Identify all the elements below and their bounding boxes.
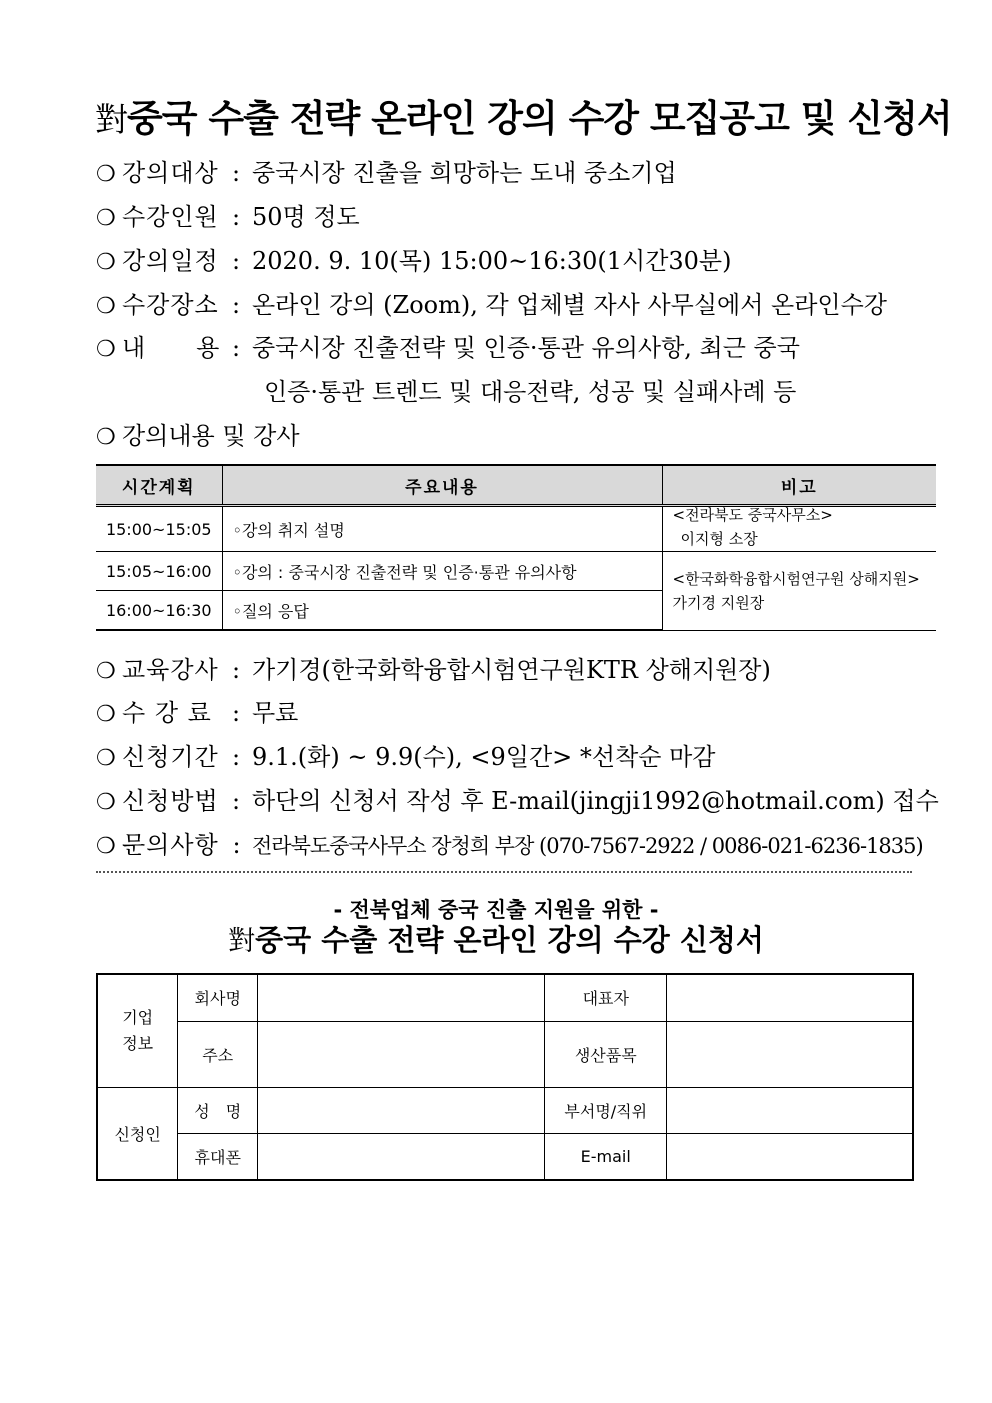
bullet-icon: ❍ <box>96 746 116 771</box>
header-content: 주요내용 <box>222 465 662 506</box>
info-location: ❍ 수강장소 : 온라인 강의 (Zoom), 각 업체별 자사 사무실에서 온라인수강 <box>96 291 887 319</box>
info-content: ❍ 내 용 : 중국시장 진출전략 및 인증·통관 유의사항, 최근 중국 <box>96 334 800 362</box>
bullet-icon: ❍ <box>96 425 116 450</box>
bullet-icon: ❍ <box>96 250 116 275</box>
mobile-field[interactable] <box>258 1133 545 1180</box>
application-form <box>96 973 914 1181</box>
dept-field[interactable] <box>667 1087 913 1133</box>
name-label: 성 명 <box>178 1087 258 1133</box>
bullet-icon: ❍ <box>96 702 116 727</box>
table-row: 16:00~16:30 ◦질의 응답 <box>96 591 936 631</box>
products-label: 생산품목 <box>545 1021 667 1087</box>
info-capacity: ❍ 수강인원 : 50명 정도 <box>96 203 360 231</box>
company-name-label: 회사명 <box>178 974 258 1021</box>
bullet-icon: ❍ <box>96 337 116 362</box>
info-instructor: ❍ 교육강사 : 가기경(한국화학융합시험연구원KTR 상해지원장) <box>96 656 771 684</box>
info-target: ❍ 강의대상 : 중국시장 진출을 희망하는 도내 중소기업 <box>96 159 677 187</box>
form-subtitle: - 전북업체 중국 진출 지원을 위한 - <box>333 898 659 922</box>
note-cell: <한국화학융합시험연구원 상해지원> 가기경 지원장 <box>662 552 936 631</box>
bullet-icon: ❍ <box>96 659 116 684</box>
info-content-continued: 인증·통관 트렌드 및 대응전략, 성공 및 실패사례 등 <box>264 378 797 406</box>
title-text: 중국 수출 전략 온라인 강의 수강 모집공고 및 신청서 <box>127 97 952 140</box>
email-field[interactable] <box>667 1133 913 1180</box>
info-fee: ❍ 수 강 료 : 무료 <box>96 699 299 727</box>
dept-label: 부서명/직위 <box>545 1087 667 1133</box>
info-contact: ❍ 문의사항 : 전라북도중국사무소 장청희 부장 (070-7567-2922 / 0086-021-6236-1835) <box>96 831 923 859</box>
bullet-icon: ❍ <box>96 790 116 815</box>
table-row: 15:00~15:05 ◦강의 취지 설명 <전라북도 중국사무소> 이지형 소장 <box>96 506 936 552</box>
page-title <box>95 88 952 142</box>
lecture-heading: ❍ 강의내용 및 강사 <box>96 422 300 450</box>
mobile-label: 휴대폰 <box>178 1133 258 1180</box>
ceo-field[interactable] <box>667 974 913 1021</box>
address-label: 주소 <box>178 1021 258 1087</box>
address-field[interactable] <box>258 1021 545 1087</box>
applicant-group-label: 신청인 <box>97 1087 178 1180</box>
company-group-label: 기업 정보 <box>97 974 178 1087</box>
email-label: E-mail <box>545 1133 667 1180</box>
table-row: 15:05~16:00 ◦강의 : 중국시장 진출전략 및 인증·통관 유의사항 <한국화학융합시험연구원 상해지원> 가기경 지원장 <box>96 552 936 591</box>
table-header-row <box>96 465 936 506</box>
products-field[interactable] <box>667 1021 913 1087</box>
info-period: ❍ 신청기간 : 9.1.(화) ~ 9.9(수), <9일간> *선착순 마감 <box>96 743 716 771</box>
header-note: 비고 <box>662 465 936 506</box>
info-method: ❍ 신청방법 : 하단의 신청서 작성 후 E-mail(jingji1992@hotmail.com) 접수 <box>96 787 939 815</box>
header-time: 시간계획 <box>96 465 222 506</box>
divider <box>96 871 912 873</box>
schedule-table <box>96 464 936 631</box>
bullet-icon: ❍ <box>96 834 115 859</box>
bullet-icon: ❍ <box>96 206 116 231</box>
name-field[interactable] <box>258 1087 545 1133</box>
form-title: 對중국 수출 전략 온라인 강의 수강 신청서 <box>228 923 764 957</box>
note-cell: <전라북도 중국사무소> 이지형 소장 <box>662 506 936 552</box>
info-schedule: ❍ 강의일정 : 2020. 9. 10(목) 15:00~16:30(1시간30분) <box>96 247 732 275</box>
bullet-icon: ❍ <box>96 162 116 187</box>
company-name-field[interactable] <box>258 974 545 1021</box>
title-prefix: 對 <box>95 100 127 139</box>
ceo-label: 대표자 <box>545 974 667 1021</box>
bullet-icon: ❍ <box>96 294 116 319</box>
